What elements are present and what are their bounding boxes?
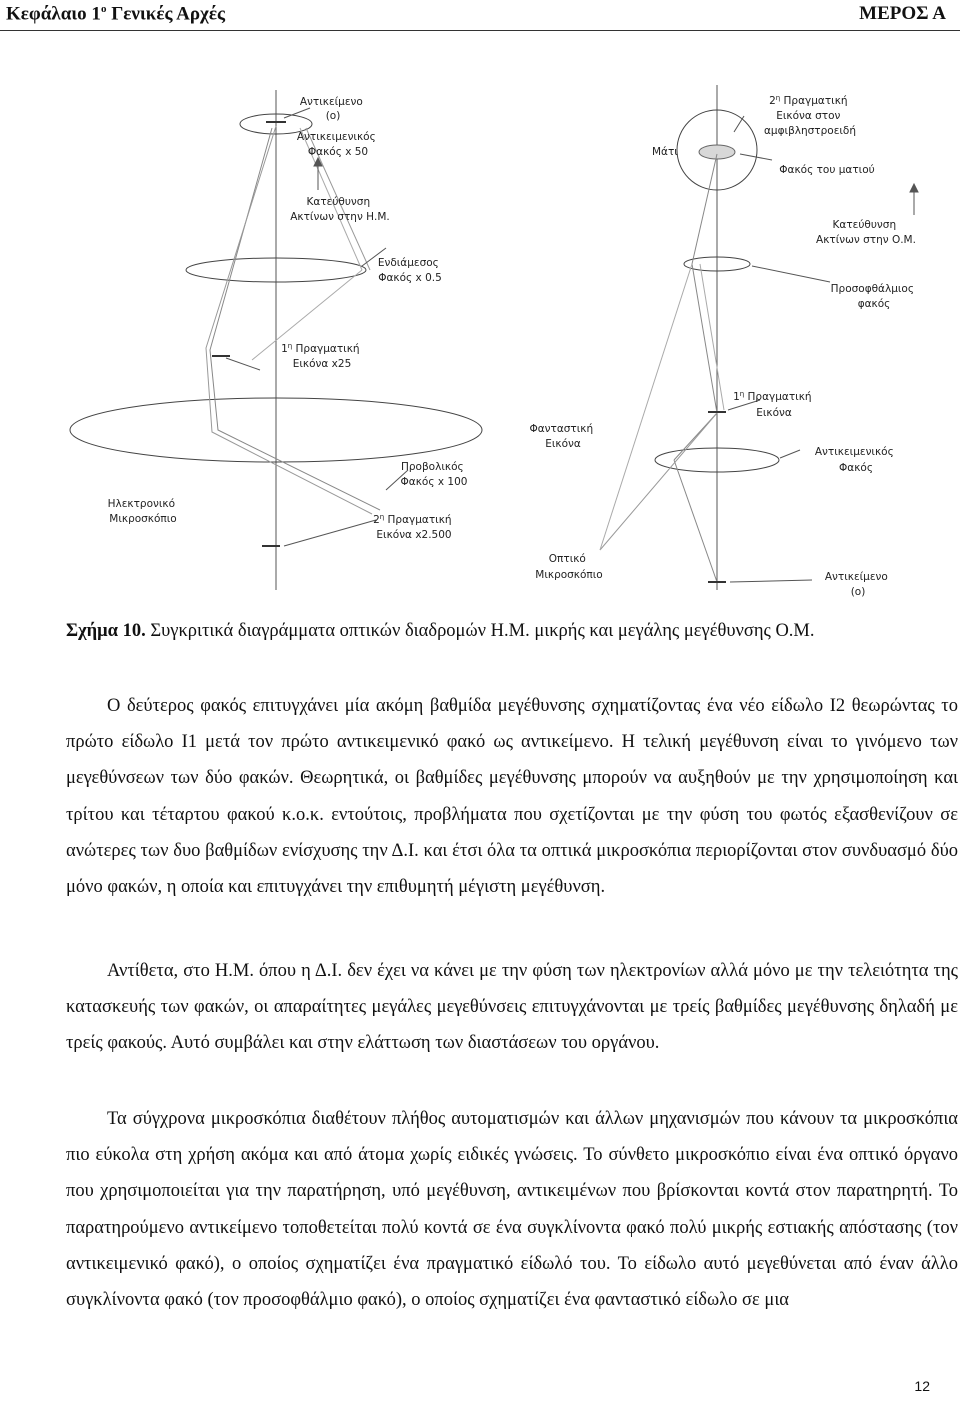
direction-arrowhead-right <box>910 184 918 192</box>
caption-text: Συγκριτικά διαγράμματα οπτικών διαδρομών Η.Μ. μικρής και μεγάλης μεγέθυνσης Ο.Μ. <box>145 621 815 641</box>
header-rule <box>0 30 960 31</box>
paragraph-2: Αντίθετα, στο Η.Μ. όπου η Δ.Ι. δεν έχει να κάνει με την φύση των ηλεκτρονίων αλλά μόνο με την τελειότητα της κατασκευής των φακών, οι απαραίτητες μεγάλες μεγεθύνσεις επιτυγχάνονται με τρείς βαθμίδες μεγέθυνσης δηλαδή με τρείς φακούς. Αυτό συμβάλει και στην ελάττωση των διαστάσεων του οργάνου. <box>66 961 958 1054</box>
label-electron-microscope: Ηλεκτρονικό Μικροσκόπιο <box>107 498 177 525</box>
label-eye: Μάτι <box>652 146 678 158</box>
label-eyepiece: Προσοφθάλμιος φακός <box>830 283 915 310</box>
label-object-right: Αντικείμενο (o) <box>824 571 888 598</box>
label-optical-microscope: Οπτικό Μικροσκόπιο <box>535 553 603 581</box>
left-arrows <box>226 108 408 546</box>
label-second-image-left: $2^\eta$ Πραγματική Εικόνα x2.500 <box>373 513 452 541</box>
ray-virtual-1 <box>600 413 717 550</box>
paragraph-3: Τα σύγχρονα μικροσκόπια διαθέτουν πλήθος αυτοματισμών και άλλων μηχανισμών που κάνουν τα μικροσκόπια πιο εύκολα στη χρήση ακόμα και από άτομα χωρίς ειδικές γνώσεις. Το σύνθετο μικροσκόπιο είναι ένα οπτικό όργανο που χρησιμοποιείται για την παρατήρηση, υπό μεγέθυνση, αντικειμένων που βρίσκονται κοντά στον παρατηρητή. Το παρατηρούμενο αντικείμενο τοποθετείται πολύ κοντά σε ένα συγκλίνοντα φακό πολύ μικρής εστιακής απόστασης (τον αντικειμενικό φακό), ο οποίος σχηματίζει ένα πραγματικό είδωλό του. Το είδωλο αυτό μεγεθύνεται από έναν άλλο συγκλίνοντα φακό (τον προσοφθάλμιο φακό), ο οποίος σχηματίζει ένα φανταστικό είδωλο σε μια <box>66 1109 958 1311</box>
first-image-pointer <box>226 358 260 370</box>
ray-r5 <box>674 460 717 582</box>
ray-r2 <box>692 264 717 413</box>
ray-r1 <box>692 154 717 264</box>
label-virtual-image: Φανταστική Εικόνα <box>529 423 594 450</box>
label-second-image-right: $2^\eta$ Πραγματική Εικόνα στον αμφιβληστροειδή <box>763 94 857 137</box>
label-eye-lens: Φακός του ματιού <box>779 164 875 176</box>
label-object-left: Αντικείμενο (o) <box>299 96 363 122</box>
object-pointer <box>284 108 310 118</box>
label-objective-right: Αντικειμενικός Φακός <box>814 446 894 474</box>
figure-caption <box>66 621 815 642</box>
ray-a <box>210 128 380 510</box>
object-pointer-right <box>730 580 812 582</box>
caption-lead: Σχήμα 10. <box>66 621 146 641</box>
label-projector-left: Προβολικός Φακός x 100 <box>400 461 468 488</box>
ray-virtual-2 <box>600 264 692 550</box>
eye-lens-shape <box>699 145 735 159</box>
part-title: ΜΕΡΟΣ Α <box>859 3 946 24</box>
label-first-image-left: $1^\eta$ Πραγματική Εικόνα x25 <box>281 342 360 370</box>
retina-pointer <box>734 116 744 132</box>
label-intermediate-left: Ενδιάμεσος Φακός x 0.5 <box>377 257 442 284</box>
label-first-image-right: $1^\eta$ Πραγματική Εικόνα <box>733 390 812 419</box>
page-number: 12 <box>914 1378 930 1394</box>
label-direction-right: Κατεύθυνση Ακτίνων στην Ο.Μ. <box>816 219 916 246</box>
ray-r3 <box>700 264 724 410</box>
page-header <box>0 0 960 30</box>
second-image-pointer <box>284 520 376 546</box>
label-objective-left: Αντικειμενικός Φακός x 50 <box>296 131 376 158</box>
optical-microscope-diagram <box>600 85 779 590</box>
right-arrows <box>728 116 918 582</box>
optical-path-figure <box>0 70 960 610</box>
eyepiece-pointer <box>752 266 830 282</box>
objective-pointer-right <box>780 450 800 458</box>
label-direction-left: Κατεύθυνση Ακτίνων στην Η.Μ. <box>290 196 390 223</box>
ray-b <box>206 126 372 514</box>
chapter-title: Κεφάλαιο $1^o$ Γενικές Αρχές <box>6 3 225 25</box>
paragraph-1: Ο δεύτερος φακός επιτυγχάνει μία ακόμη βαθμίδα μεγέθυνσης σχηματίζοντας ένα νέο είδωλο Ι2 θεωρώντας το πρώτο είδωλο Ι1 μετά τον πρώτο αντικειμενικό φακό ως αντικείμενο. Η τελική μεγέθυνση είναι το γινόμενο των μεγεθύνσεων των δύο φακών. Θεωρητικά, οι βαθμίδες μεγέθυνσης μπορούν να αυξηθούν με την χρησιμοποίηση και τρίτου και τέταρτου φακού κ.ο.κ. εντούτοις, προβλήματα που σχετίζονται με την φύση του φωτός εξασθενίζουν σε ανώτερες των δυο βαθμίδων ενίσχυσης την Δ.Ι. και έτσι όλα τα οπτικά μικροσκόπια περιορίζονται στον συνδυασμό δύο μόνο φακών, η οποία και επιτυγχάνει την επιθυμητή μέγιστη μεγέθυνση. <box>66 696 958 898</box>
